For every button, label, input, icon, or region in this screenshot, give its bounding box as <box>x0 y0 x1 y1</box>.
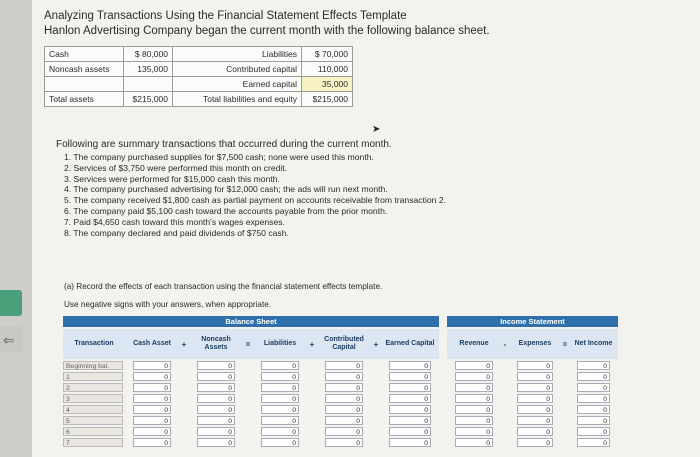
effect-input-cell[interactable]: 0 <box>389 394 431 403</box>
effect-input-cell[interactable]: 0 <box>517 427 553 436</box>
op-plus: + <box>179 329 189 359</box>
balance-right-value: 110,000 <box>302 62 353 77</box>
effect-input-cell[interactable]: 0 <box>325 416 363 425</box>
col-transaction: Transaction <box>63 329 125 359</box>
balance-right-value: $215,000 <box>302 92 353 107</box>
effect-input-cell[interactable]: 0 <box>197 394 235 403</box>
effect-input-cell[interactable]: 0 <box>389 427 431 436</box>
transaction-label: 1 <box>63 372 123 381</box>
back-arrow-icon[interactable]: ⇐ <box>3 332 15 348</box>
effect-input-cell[interactable]: 0 <box>389 383 431 392</box>
op-minus: - <box>501 329 509 359</box>
balance-row <box>45 77 353 92</box>
balance-left-label: Cash <box>45 47 124 62</box>
effect-input-cell[interactable]: 0 <box>133 427 171 436</box>
page-title: Analyzing Transactions Using the Financial Statement Effects Template <box>44 10 407 22</box>
col-expenses: Expenses <box>509 329 561 359</box>
transaction-label: 2 <box>63 383 123 392</box>
effect-input-cell[interactable]: 0 <box>577 427 610 436</box>
effect-input-cell[interactable]: 0 <box>325 405 363 414</box>
effect-input-cell[interactable]: 0 <box>133 438 171 447</box>
effect-input-cell[interactable]: 0 <box>455 438 493 447</box>
balance-row <box>45 62 353 77</box>
transaction-item: 8. The company declared and paid dividends of $750 cash. <box>64 227 289 238</box>
effect-input-cell[interactable]: 0 <box>325 361 363 370</box>
effect-input-cell[interactable]: 0 <box>517 416 553 425</box>
effect-input-cell[interactable]: 0 <box>577 416 610 425</box>
balance-left-label <box>45 77 124 92</box>
effect-input-cell[interactable]: 0 <box>197 405 235 414</box>
effect-input-cell[interactable]: 0 <box>455 383 493 392</box>
balance-right-label: Liabilities <box>173 47 302 62</box>
effect-input-cell[interactable]: 0 <box>325 427 363 436</box>
col-contributed-capital: Contributed Capital <box>317 329 371 359</box>
balance-left-label: Noncash assets <box>45 62 124 77</box>
problem-intro: Hanlon Advertising Company began the current month with the following balance sheet. <box>44 25 490 37</box>
balance-left-value <box>124 77 173 92</box>
effect-input-cell[interactable]: 0 <box>197 361 235 370</box>
balance-left-value: 135,000 <box>124 62 173 77</box>
effect-input-cell[interactable]: 0 <box>455 361 493 370</box>
effect-input-cell[interactable]: 0 <box>197 427 235 436</box>
op-plus: + <box>307 329 317 359</box>
balance-right-label: Earned capital <box>173 77 302 92</box>
left-margin-strip <box>0 0 32 457</box>
effect-input-cell[interactable]: 0 <box>577 405 610 414</box>
transaction-list <box>64 152 446 238</box>
effect-input-cell[interactable]: 0 <box>517 372 553 381</box>
effect-input-cell[interactable]: 0 <box>517 394 553 403</box>
summary-heading: Following are summary transactions that occurred during the current month. <box>56 139 392 150</box>
effect-input-cell[interactable]: 0 <box>455 416 493 425</box>
effect-input-cell[interactable]: 0 <box>133 383 171 392</box>
col-liabilities: Liabilities <box>253 329 307 359</box>
effect-input-cell[interactable]: 0 <box>389 405 431 414</box>
effect-input-cell[interactable]: 0 <box>197 438 235 447</box>
balance-right-value: $ 70,000 <box>302 47 353 62</box>
effect-input-cell[interactable]: 0 <box>389 361 431 370</box>
transaction-item: 5. The company received $1,800 cash as partial payment on accounts receivable from transaction 2. <box>64 195 446 206</box>
transaction-label: 6 <box>63 427 123 436</box>
side-tab[interactable] <box>0 290 22 316</box>
effect-input-cell[interactable]: 0 <box>261 438 299 447</box>
col-cash-asset: Cash Asset <box>125 329 179 359</box>
transaction-label: Beginning bal. <box>63 361 123 370</box>
effect-input-cell[interactable]: 0 <box>455 405 493 414</box>
effect-input-cell[interactable]: 0 <box>517 361 553 370</box>
balance-row <box>45 47 353 62</box>
effect-input-cell[interactable]: 0 <box>197 383 235 392</box>
balance-right-label: Total liabilities and equity <box>173 92 302 107</box>
balance-left-value: $215,000 <box>124 92 173 107</box>
transaction-item: 3. Services were performed for $15,000 cash this month. <box>64 173 280 184</box>
effect-input-cell[interactable]: 0 <box>261 427 299 436</box>
effect-input-cell[interactable]: 0 <box>389 372 431 381</box>
sign-instruction: Use negative signs with your answers, when appropriate. <box>64 300 272 309</box>
transaction-label: 5 <box>63 416 123 425</box>
col-revenue: Revenue <box>447 329 501 359</box>
col-noncash-assets: Noncash Assets <box>189 329 243 359</box>
op-plus: + <box>371 329 381 359</box>
mouse-cursor-icon: ➤ <box>372 124 381 135</box>
effect-input-cell[interactable]: 0 <box>389 438 431 447</box>
balance-right-label: Contributed capital <box>173 62 302 77</box>
balance-sheet-header: Balance Sheet <box>63 316 439 327</box>
balance-right-value: 35,000 <box>302 77 353 92</box>
effect-input-cell[interactable]: 0 <box>389 416 431 425</box>
op-equals: = <box>561 329 569 359</box>
effect-input-cell[interactable]: 0 <box>261 394 299 403</box>
effect-input-cell[interactable]: 0 <box>133 405 171 414</box>
balance-left-value: $ 80,000 <box>124 47 173 62</box>
effect-input-cell[interactable]: 0 <box>455 427 493 436</box>
effect-input-cell[interactable]: 0 <box>325 372 363 381</box>
effect-input-cell[interactable]: 0 <box>197 372 235 381</box>
income-statement-header: Income Statement <box>447 316 618 327</box>
transaction-item: 4. The company purchased advertising for $12,000 cash; the ads will run next month. <box>64 184 388 195</box>
effect-input-cell[interactable]: 0 <box>261 383 299 392</box>
col-net-income: Net Income <box>569 329 618 359</box>
effect-input-cell[interactable]: 0 <box>133 361 171 370</box>
balance-left-label: Total assets <box>45 92 124 107</box>
effect-input-cell[interactable]: 0 <box>577 372 610 381</box>
col-earned-capital: Earned Capital <box>381 329 439 359</box>
effect-input-cell[interactable]: 0 <box>517 405 553 414</box>
transaction-item: 6. The company paid $5,100 cash toward the accounts payable from the prior month. <box>64 205 388 216</box>
effect-input-cell[interactable]: 0 <box>577 438 610 447</box>
effect-input-cell[interactable]: 0 <box>133 372 171 381</box>
effect-input-cell[interactable]: 0 <box>261 361 299 370</box>
effect-input-cell[interactable]: 0 <box>133 416 171 425</box>
effect-input-cell[interactable]: 0 <box>577 361 610 370</box>
transaction-label: 7 <box>63 438 123 447</box>
opening-balance-sheet <box>44 46 353 107</box>
effect-input-cell[interactable]: 0 <box>261 416 299 425</box>
transaction-label: 3 <box>63 394 123 403</box>
effect-input-cell[interactable]: 0 <box>133 394 171 403</box>
effect-input-cell[interactable]: 0 <box>325 383 363 392</box>
effect-input-cell[interactable]: 0 <box>517 383 553 392</box>
balance-row <box>45 92 353 107</box>
effect-input-cell[interactable]: 0 <box>261 405 299 414</box>
effect-input-cell[interactable]: 0 <box>577 394 610 403</box>
effect-input-cell[interactable]: 0 <box>325 394 363 403</box>
effect-input-cell[interactable]: 0 <box>455 372 493 381</box>
transaction-item: 7. Paid $4,650 cash toward this month's wages expenses. <box>64 216 285 227</box>
effect-input-cell[interactable]: 0 <box>517 438 553 447</box>
transaction-item: 1. The company purchased supplies for $7,500 cash; none were used this month. <box>64 152 374 162</box>
effect-input-cell[interactable]: 0 <box>261 372 299 381</box>
transaction-label: 4 <box>63 405 123 414</box>
effect-input-cell[interactable]: 0 <box>325 438 363 447</box>
effect-input-cell[interactable]: 0 <box>577 383 610 392</box>
transaction-item: 2. Services of $3,750 were performed this month on credit. <box>64 162 288 173</box>
effect-input-cell[interactable]: 0 <box>455 394 493 403</box>
part-a-prompt: (a) Record the effects of each transaction using the financial statement effects template. <box>64 282 383 291</box>
op-equals: = <box>243 329 253 359</box>
effect-input-cell[interactable]: 0 <box>197 416 235 425</box>
